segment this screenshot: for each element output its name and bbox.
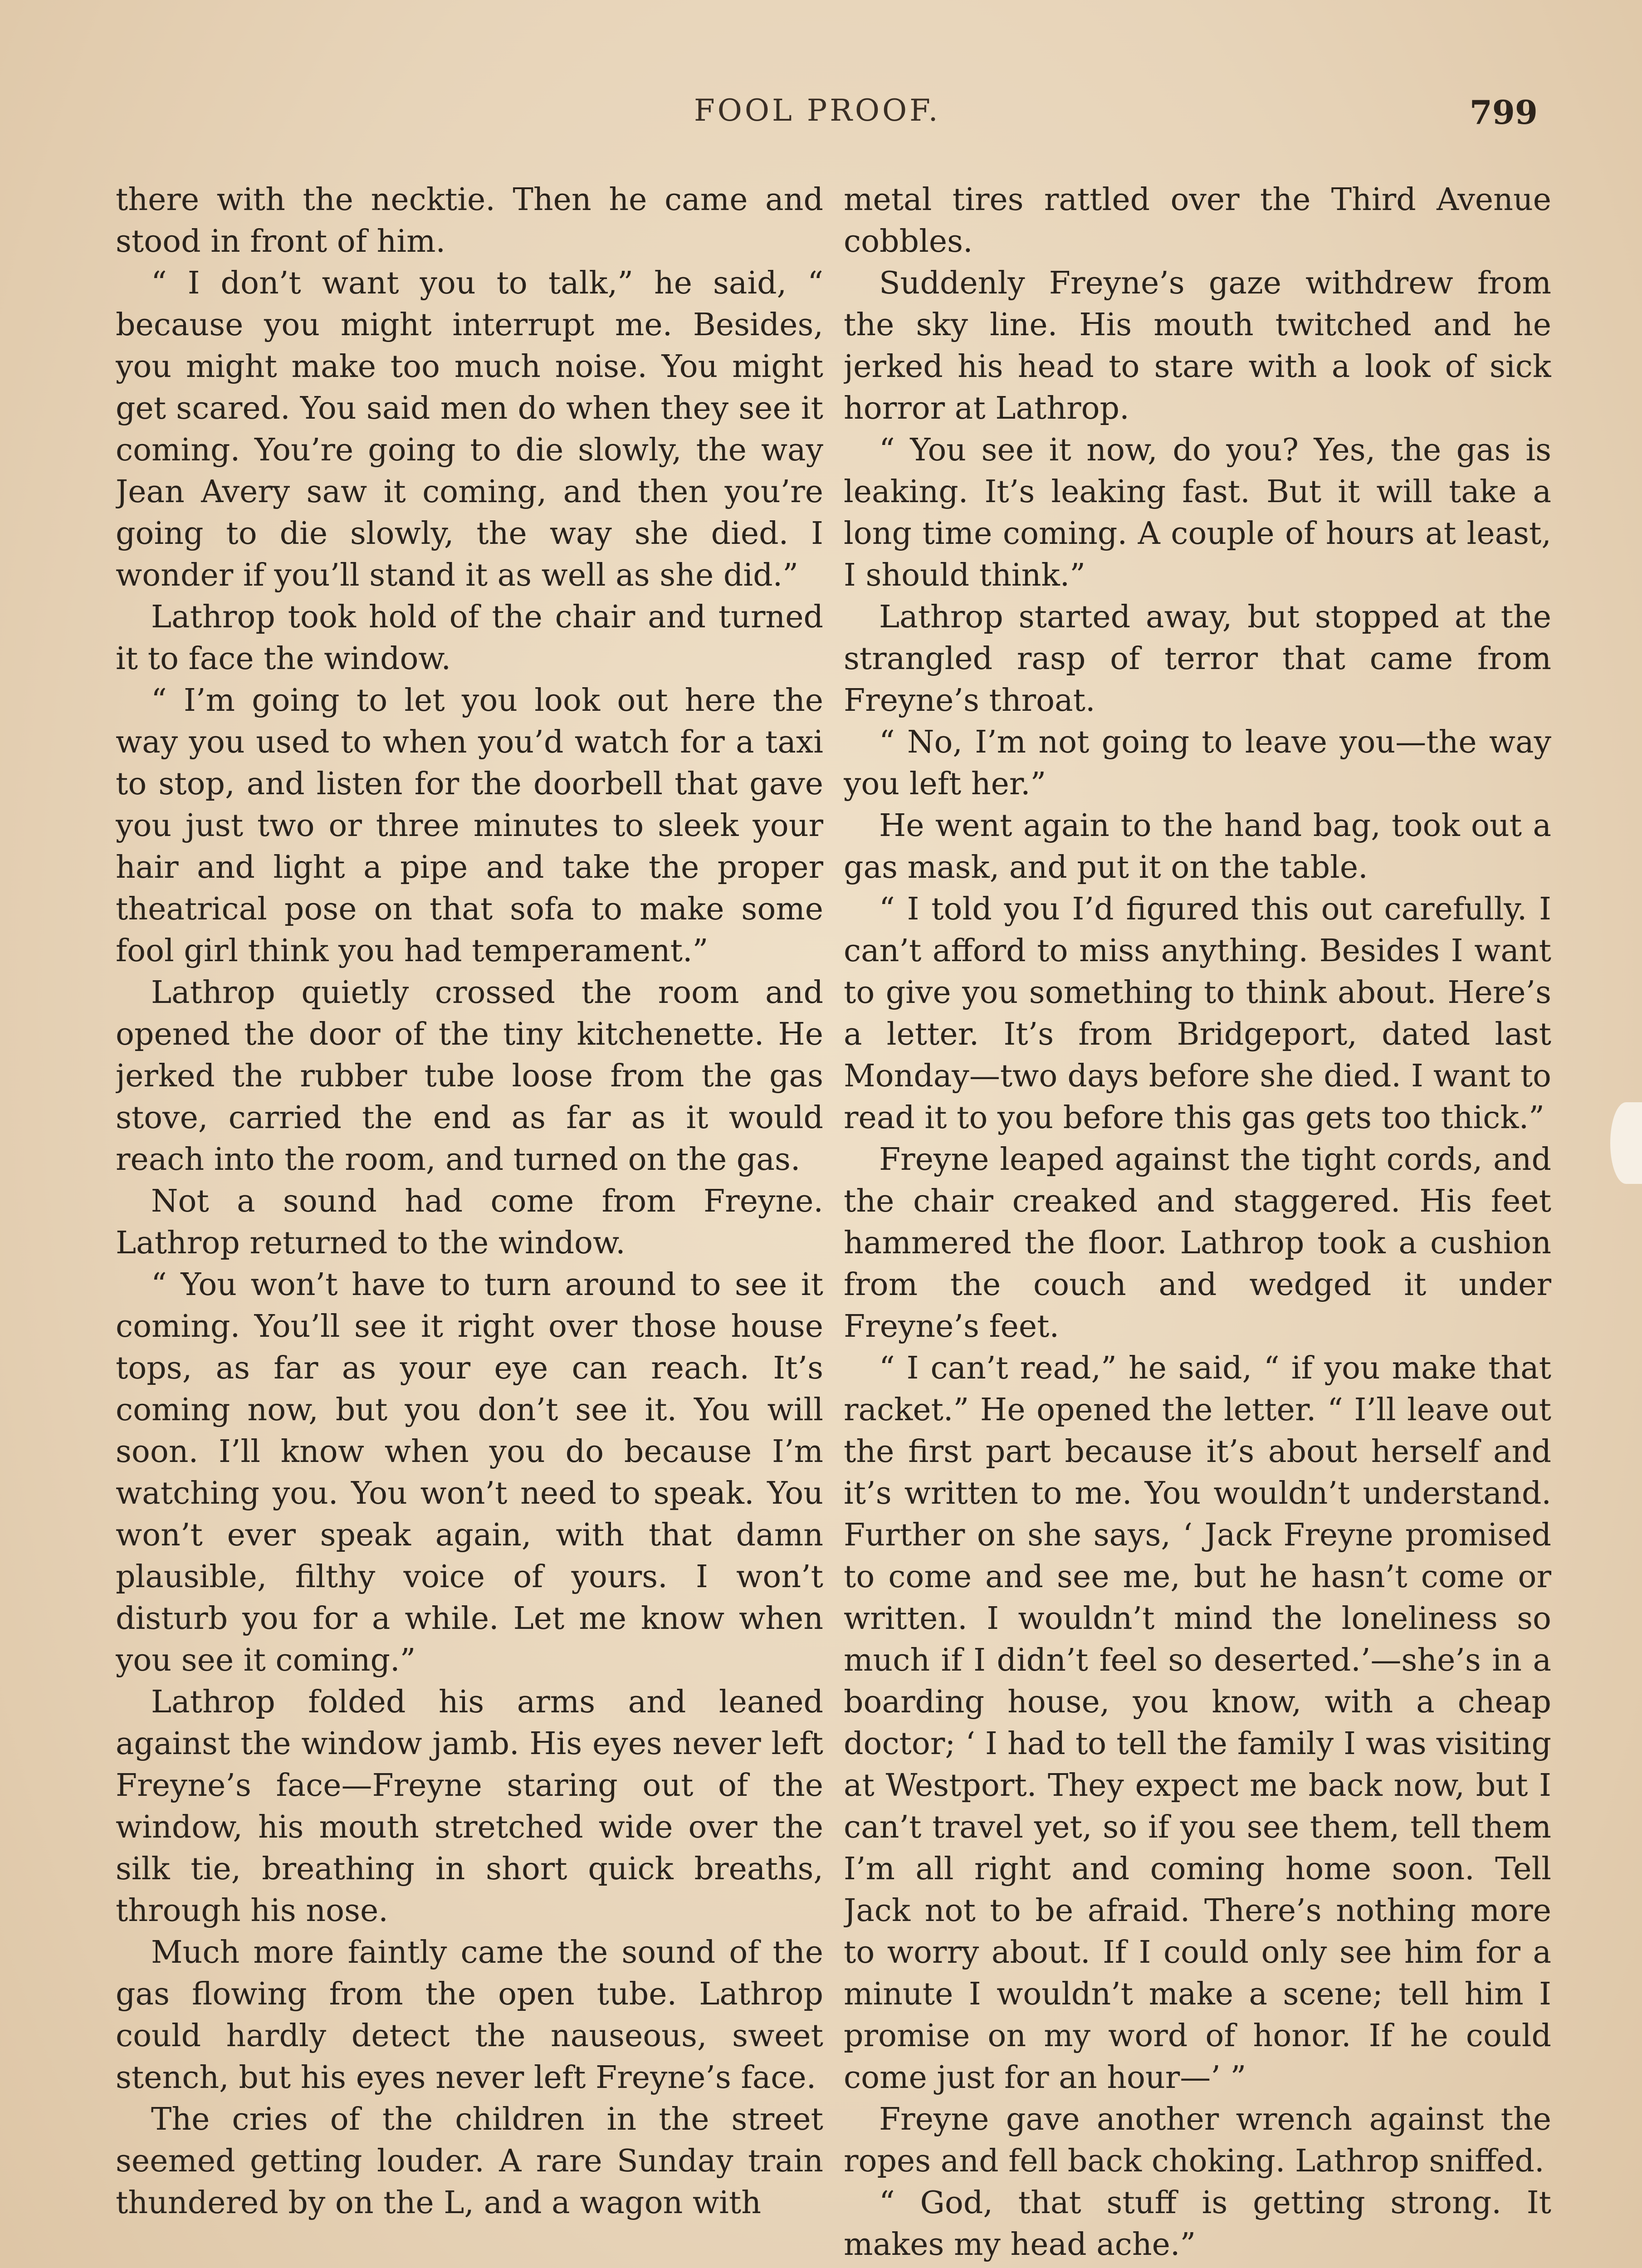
paragraph: “ You won’t have to turn around to see it coming. You’ll see it right over those house tops, as far as your eye can reach. It’s coming now, but you don’t see it. You will soon. I’ll know when you do because I’m watching you. You won’t need to speak. You won’t ever speak again, with that damn plausible, filthy voice of yours. I won’t disturb you for a while. Let me know when you see it coming.” bbox=[116, 1267, 823, 1678]
paragraph: “ I told you I’d figured this out carefully. I can’t afford to miss anything. Besides I want to give you something to think about. Here’s a letter. It’s from Bridgeport, dated last Monday—two days before she died. I want to read it to you before this gas gets too thick.” bbox=[844, 891, 1551, 1136]
paragraph: Not a sound had come from Freyne. Lathrop returned to the window. bbox=[116, 1183, 823, 1261]
left-column bbox=[116, 179, 823, 2268]
paragraph: “ I don’t want you to talk,” he said, “ because you might interrupt me. Besides, you might make too much noise. You might get scared. You said men do when they see it coming. You’re going to die slowly, the way Jean Avery saw it coming, and then you’re going to die slowly, the way she died. I wonder if you’ll stand it as well as she did.” bbox=[116, 265, 823, 593]
paragraph: The cries of the children in the street seemed getting louder. A rare Sunday train thundered by on the L, and a wagon with bbox=[116, 2102, 823, 2221]
paragraph: Much more faintly came the sound of the gas flowing from the open tube. Lathrop could hardly detect the nauseous, sweet stench, but his eyes never left Freyne’s face. bbox=[116, 1935, 823, 2096]
paragraph: Freyne gave another wrench against the ropes and fell back choking. Lathrop sniffed. bbox=[844, 2102, 1551, 2179]
right-column bbox=[844, 179, 1551, 2268]
paragraph: Suddenly Freyne’s gaze withdrew from the sky line. His mouth twitched and he jerked his head to stare with a look of sick horror at Lathrop. bbox=[844, 265, 1551, 426]
paper-damage bbox=[1610, 1102, 1642, 1184]
paragraph: metal tires rattled over the Third Avenue cobbles. bbox=[844, 182, 1551, 259]
page-header bbox=[0, 93, 1642, 143]
paragraph: there with the necktie. Then he came and stood in front of him. bbox=[116, 182, 823, 259]
paragraph: Lathrop started away, but stopped at the strangled rasp of terror that came from Freyne’s throat. bbox=[844, 599, 1551, 719]
paragraph: Lathrop folded his arms and leaned against the window jamb. His eyes never left Freyne’s face—Freyne staring out of the window, his mouth stretched wide over the silk tie, breathing in short quick breaths, through his nose. bbox=[116, 1684, 823, 1929]
paragraph: “ You see it now, do you? Yes, the gas is leaking. It’s leaking fast. But it will take a long time coming. A couple of hours at least, I should think.” bbox=[844, 432, 1551, 593]
paragraph: “ No, I’m not going to leave you—the way you left her.” bbox=[844, 724, 1551, 802]
paragraph: Freyne leaped against the tight cords, and the chair creaked and staggered. His feet hammered the floor. Lathrop took a cushion from the couch and wedged it under Freyne’s feet. bbox=[844, 1142, 1551, 1344]
paragraph: Lathrop quietly crossed the room and opened the door of the tiny kitchenette. He jerked the rubber tube loose from the gas stove, carried the end as far as it would reach into the room, and turned on the gas. bbox=[116, 975, 823, 1178]
paragraph: “ I’m going to let you look out here the way you used to when you’d watch for a taxi to stop, and listen for the doorbell that gave you just two or three minutes to sleek your hair and light a pipe and take the proper theatrical pose on that sofa to make some fool girl think you had temperament.” bbox=[116, 683, 823, 969]
paragraph: “ God, that stuff is getting strong. It makes my head ache.” bbox=[844, 2185, 1551, 2263]
running-head: FOOL PROOF. bbox=[694, 93, 941, 128]
paragraph: He went again to the hand bag, took out a gas mask, and put it on the table. bbox=[844, 808, 1551, 885]
page-number: 799 bbox=[1469, 93, 1538, 132]
paragraph: Lathrop took hold of the chair and turned it to face the window. bbox=[116, 599, 823, 677]
paragraph: “ I can’t read,” he said, “ if you make that racket.” He opened the letter. “ I’ll leave out the first part because it’s about herself and it’s written to me. You wouldn’t understand. Further on she says, ‘ Jack Freyne promised to come and see me, but he hasn’t come or written. I wouldn’t mind the loneliness so much if I didn’t feel so deserted.’—she’s in a boarding house, you know, with a cheap doctor; ‘ I had to tell the family I was visiting at Westport. They expect me back now, but I can’t travel yet, so if you see them, tell them I’m all right and coming home soon. Tell Jack not to be afraid. There’s nothing more to worry about. If I could only see him for a minute I wouldn’t make a scene; tell him I promise on my word of honor. If he could come just for an hour—’ ” bbox=[844, 1350, 1551, 2096]
